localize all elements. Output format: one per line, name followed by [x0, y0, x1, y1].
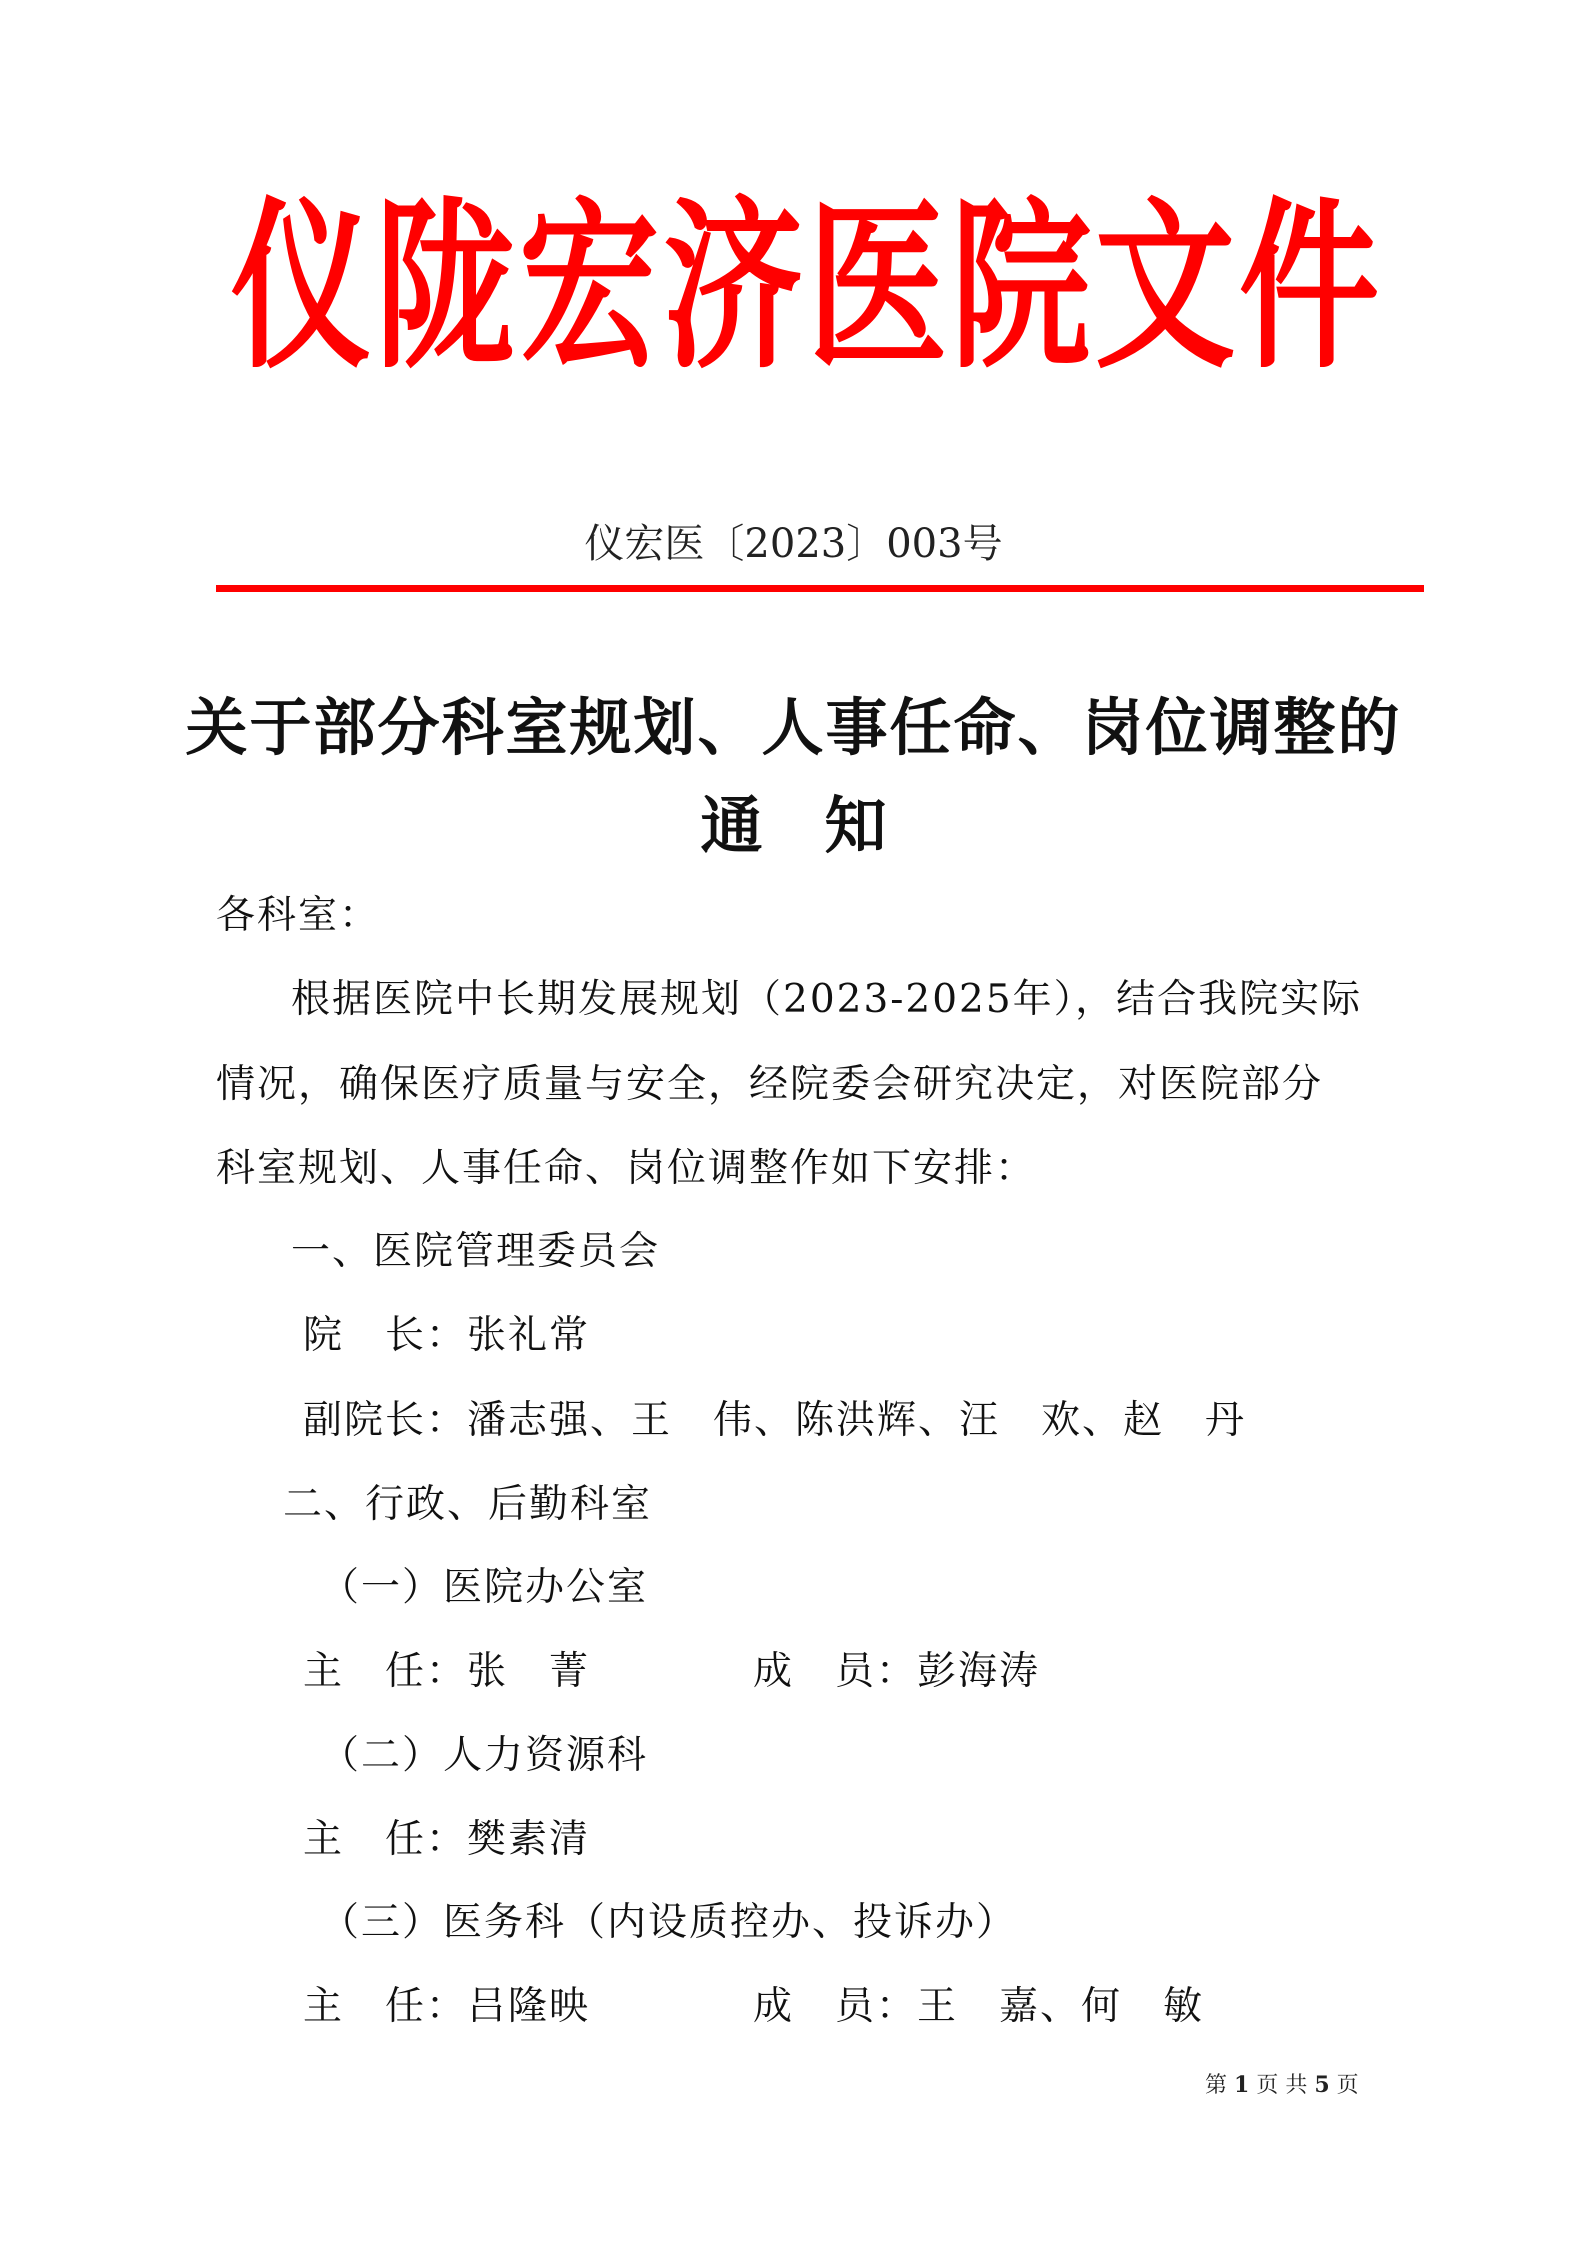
footer-middle: 页 共	[1256, 2073, 1308, 2098]
document-header-title: 仪陇宏济医院文件	[231, 182, 1384, 395]
intro-line: 科室规划、人事任命、岗位调整作如下安排：	[216, 1146, 1037, 1191]
current-page: 1	[1234, 2072, 1250, 2098]
notice-title-line2: 通 知	[700, 789, 887, 862]
members-line: 成 员：彭海涛	[753, 1649, 1041, 1694]
subsection-heading: （一）医院办公室	[320, 1565, 649, 1610]
director-line: 主 任：张 菁	[303, 1649, 591, 1694]
subsection-heading: （三）医务科（内设质控办、投诉办）	[320, 1900, 1018, 1945]
total-pages: 5	[1314, 2072, 1330, 2098]
intro-line: 根据医院中长期发展规划（2023-2025年），结合我院实际	[291, 977, 1363, 1022]
director-line: 主 任：樊素清	[303, 1817, 591, 1862]
page-footer	[1205, 2068, 1359, 2099]
salutation: 各科室：	[216, 893, 381, 938]
members-line: 成 员：王 嘉、何 敏	[753, 1984, 1205, 2029]
footer-suffix: 页	[1336, 2073, 1359, 2098]
intro-line: 情况，确保医疗质量与安全，经院委会研究决定，对医院部分	[216, 1062, 1324, 1107]
red-divider	[216, 585, 1424, 592]
director-line: 主 任：吕隆映	[303, 1984, 591, 2029]
notice-title-line1: 关于部分科室规划、人事任命、岗位调整的	[185, 691, 1402, 764]
section-heading: 二、行政、后勤科室	[283, 1482, 653, 1527]
section-heading: 一、医院管理委员会	[291, 1229, 661, 1274]
subsection-heading: （二）人力资源科	[320, 1733, 649, 1778]
president-line: 院 长：张礼常	[303, 1313, 591, 1358]
footer-prefix: 第	[1205, 2073, 1228, 2098]
vice-president-line: 副院长：潘志强、王 伟、陈洪辉、汪 欢、赵 丹	[303, 1398, 1247, 1443]
document-number: 仪宏医〔2023〕003号	[584, 521, 1003, 567]
